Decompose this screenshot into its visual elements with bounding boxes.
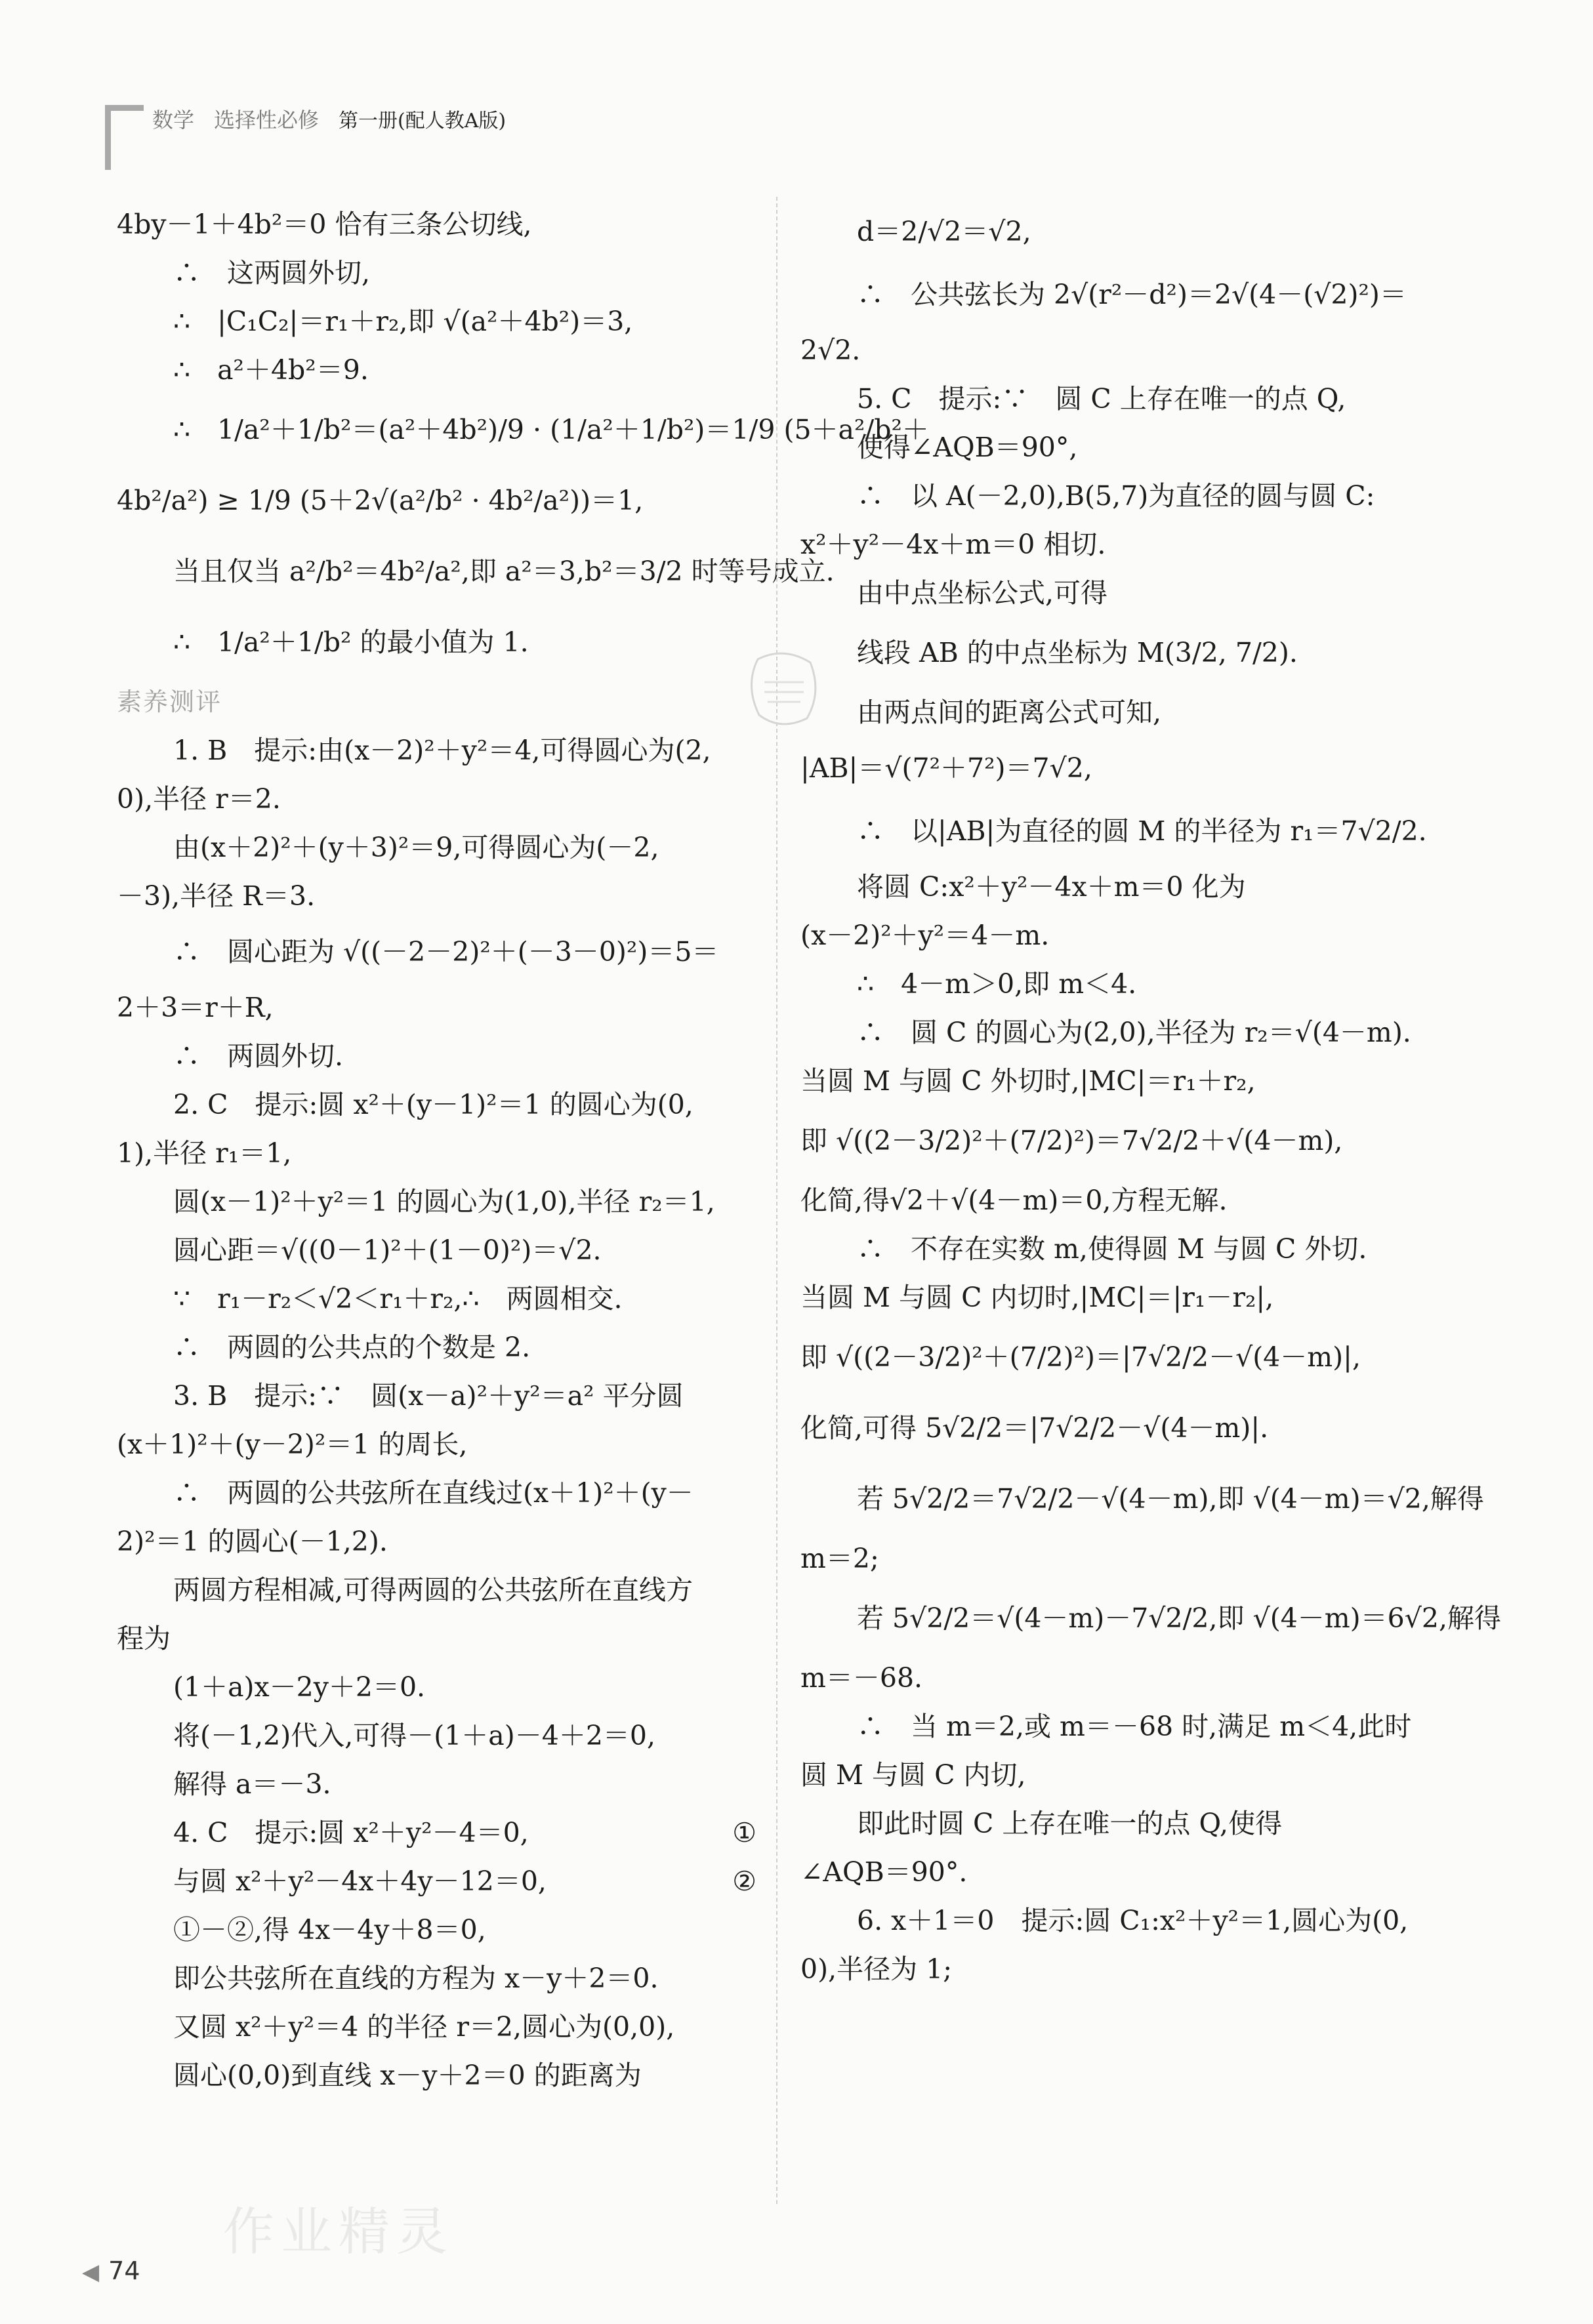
header-volume: 第一册(配人教A版) [339,110,507,133]
circled-number-1: ① [732,1817,756,1848]
text-line: ∴ 1/a²＋1/b² 的最小值为 1. [173,626,529,658]
text-line: 化简,得√2＋√(4－m)＝0,方程无解. [800,1185,1228,1216]
text-line: 4by－1＋4b²＝0 恰有三条公切线, [117,209,532,240]
text-line: 化简,可得 5√2/2＝|7√2/2－√(4－m)|. [800,1412,1269,1444]
text-line: 当且仅当 a²/b²＝4b²/a²,即 a²＝3,b²＝3/2 时等号成立. [173,556,835,587]
text-line: 即公共弦所在直线的方程为 x－y＋2＝0. [173,1963,659,1994]
line-text: 与圆 x²＋y²－4x＋4y－12＝0, [173,1865,547,1897]
watermark: 作业精灵 [223,2203,455,2262]
triangle-left-icon: ◀ [82,2259,100,2285]
text-line: 0),半径 r＝2. [117,783,281,815]
text-line: ∴ 以|AB|为直径的圆 M 的半径为 r₁＝7√2/2. [857,815,1427,847]
text-line: 2. C 提示:圆 x²＋(y－1)²＝1 的圆心为(0, [173,1089,693,1120]
text-line: 由(x＋2)²＋(y＋3)²＝9,可得圆心为(－2, [173,832,659,863]
text-line: 使得∠AQB＝90°, [857,432,1078,463]
text-line: 若 5√2/2＝√(4－m)－7√2/2,即 √(4－m)＝6√2,解得 [857,1602,1501,1634]
text-line: ∴ 这两圆外切, [173,257,371,289]
stamp-icon [745,646,822,731]
text-line: 圆 M 与圆 C 内切, [800,1759,1026,1791]
text-line: 由中点坐标公式,可得 [857,577,1108,609]
text-line: 即 √((2－3/2)²＋(7/2)²)＝|7√2/2－√(4－m)|, [800,1341,1361,1373]
text-line: 当圆 M 与圆 C 内切时,|MC|＝|r₁－r₂|, [800,1282,1274,1313]
text-line: d＝2/√2＝√2, [857,216,1031,247]
text-line: 将(－1,2)代入,可得－(1＋a)－4＋2＝0, [173,1720,656,1751]
text-line: 又圆 x²＋y²＝4 的半径 r＝2,圆心为(0,0), [173,2011,675,2043]
page-number [82,2256,140,2285]
text-line: 1),半径 r₁＝1, [117,1137,292,1169]
header-subject: 数学 [152,108,195,133]
text-line: 线段 AB 的中点坐标为 M(3/2, 7/2). [857,637,1298,668]
text-line: 3. B 提示:∵ 圆(x－a)²＋y²＝a² 平分圆 [173,1380,684,1412]
text-line: 由两点间的距离公式可知, [857,697,1162,728]
text-line: 2)²＝1 的圆心(－1,2). [117,1526,388,1557]
text-line: ∴ 两圆的公共弦所在直线过(x＋1)²＋(y－ [173,1477,693,1509]
text-line: 0),半径为 1; [800,1953,953,1985]
text-line: ∴ a²＋4b²＝9. [173,354,369,386]
header-book: 选择性必修 [214,108,320,133]
text-line: 5. C 提示:∵ 圆 C 上存在唯一的点 Q, [857,383,1346,415]
header-corner-mark [105,105,144,170]
section-heading: 素养测评 [117,687,222,716]
text-line: ∴ 1/a²＋1/b²＝(a²＋4b²)/9 · (1/a²＋1/b²)＝1/9 (5＋a²/b²＋ [173,414,929,445]
text-line: ∴ 公共弦长为 2√(r²－d²)＝2√(4－(√2)²)＝ [857,279,1407,310]
text-line: ∴ 圆心距为 √((－2－2)²＋(－3－0)²)＝5＝ [173,936,719,968]
text-line: 圆心距＝√((0－1)²＋(1－0)²)＝√2. [173,1234,602,1266]
circled-number-2: ② [732,1865,756,1897]
running-header [152,104,526,134]
line-text: 4. C 提示:圆 x²＋y²－4＝0, [173,1817,529,1848]
text-line: 圆(x－1)²＋y²＝1 的圆心为(1,0),半径 r₂＝1, [173,1186,715,1217]
text-line: (1＋a)x－2y＋2＝0. [173,1671,426,1703]
text-line: ∴ 两圆外切. [173,1040,344,1072]
text-line: －3),半径 R＝3. [117,880,316,912]
text-line: 当圆 M 与圆 C 外切时,|MC|＝r₁＋r₂, [800,1065,1256,1097]
text-line [117,1857,756,1906]
column-divider [776,197,777,2204]
page-number-text: 74 [108,2256,140,2285]
text-line: ∵ r₁－r₂＜√2＜r₁＋r₂,∴ 两圆相交. [173,1283,623,1315]
text-line: ∴ 圆 C 的圆心为(2,0),半径为 r₂＝√(4－m). [857,1017,1411,1048]
text-line: ①－②,得 4x－4y＋8＝0, [173,1914,486,1946]
text-line: ∴ 两圆的公共点的个数是 2. [173,1332,531,1363]
text-line: (x－2)²＋y²＝4－m. [800,920,1050,951]
text-line: 即此时圆 C 上存在唯一的点 Q,使得 [857,1808,1283,1839]
text-line [117,1808,756,1857]
text-line: 圆心(0,0)到直线 x－y＋2＝0 的距离为 [173,2060,642,2091]
text-line: (x＋1)²＋(y－2)²＝1 的周长, [117,1429,468,1460]
text-line: ∴ 以 A(－2,0),B(5,7)为直径的圆与圆 C: [857,480,1375,512]
text-line: 6. x＋1＝0 提示:圆 C₁:x²＋y²＝1,圆心为(0, [857,1905,1409,1936]
right-column [800,200,1501,1993]
text-line: ∴ |C₁C₂|＝r₁＋r₂,即 √(a²＋4b²)＝3, [173,306,633,337]
text-line: 2√2. [800,335,861,366]
text-line: m＝2; [800,1543,879,1574]
text-line: x²＋y²－4x＋m＝0 相切. [800,529,1106,560]
text-line: 程为 [117,1623,171,1654]
text-line: 1. B 提示:由(x－2)²＋y²＝4,可得圆心为(2, [173,735,711,766]
text-line: 将圆 C:x²＋y²－4x＋m＝0 化为 [857,871,1246,903]
text-line: 2＋3＝r＋R, [117,992,274,1023]
text-line: 若 5√2/2＝7√2/2－√(4－m),即 √(4－m)＝√2,解得 [857,1483,1484,1515]
text-line: 两圆方程相减,可得两圆的公共弦所在直线方 [173,1574,693,1606]
text-line: |AB|＝√(7²＋7²)＝7√2, [800,752,1092,784]
text-line: ∴ 不存在实数 m,使得圆 M 与圆 C 外切. [857,1233,1367,1265]
text-line: ∴ 当 m＝2,或 m＝－68 时,满足 m＜4,此时 [857,1711,1412,1742]
text-line: 即 √((2－3/2)²＋(7/2)²)＝7√2/2＋√(4－m), [800,1125,1343,1156]
text-line: m＝－68. [800,1662,923,1694]
text-line: 4b²/a²) ≥ 1/9 (5＋2√(a²/b² · 4b²/a²))＝1, [117,485,644,516]
text-line: ∠AQB＝90°. [800,1856,968,1888]
text-line: 解得 a＝－3. [173,1768,331,1800]
text-line: ∴ 4－m＞0,即 m＜4. [857,968,1137,1000]
